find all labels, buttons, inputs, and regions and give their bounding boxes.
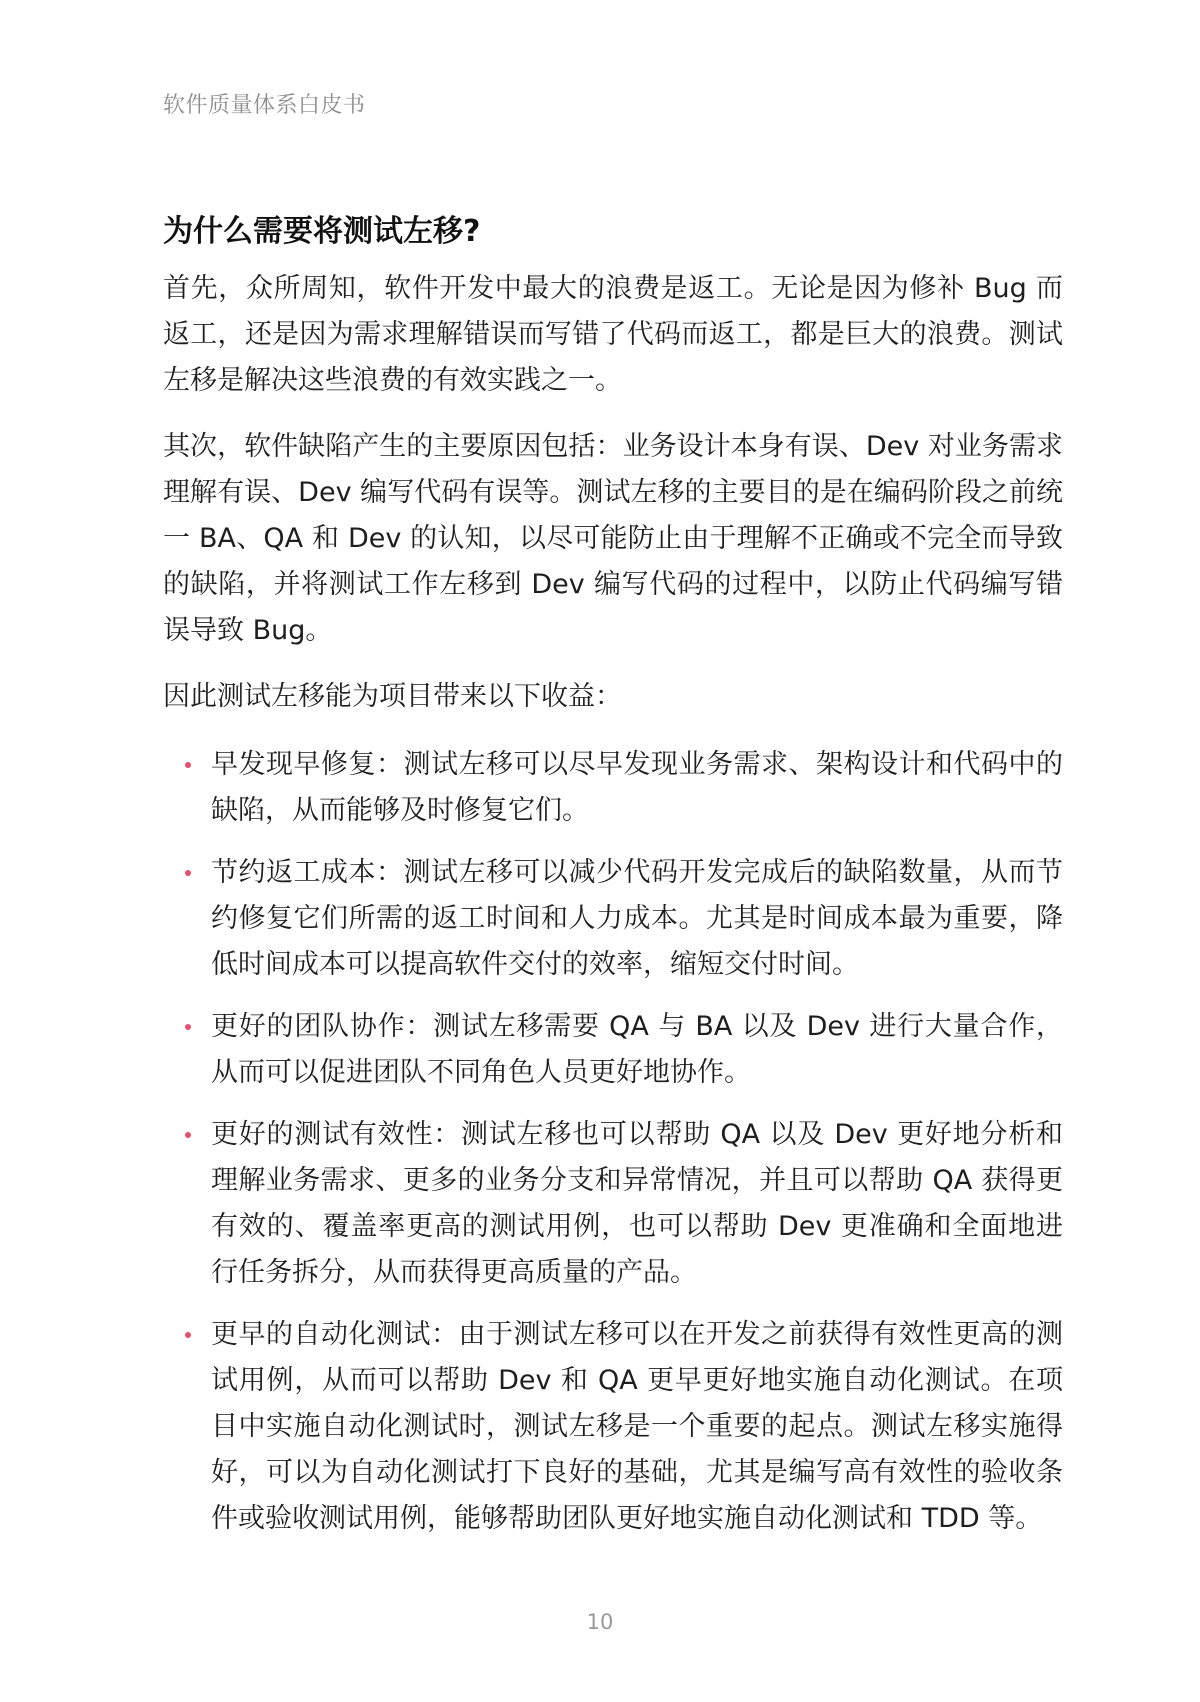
running-header: 软件质量体系白皮书 — [163, 93, 366, 118]
bullet-dot-icon — [185, 1024, 191, 1030]
benefit-text: 更早的自动化测试：由于测试左移可以在开发之前获得有效性更高的测试用例，从而可以帮助 Dev 和 QA 更早更好地实施自动化测试。在项目中实施自动化测试时，测试左移是一个重要的起点。测试左移实施得好，可以为自动化测试打下良好的基础，尤其是编写高有效性的验收条件或验收测试用例，能够帮助团队更好地实施自动化测试和 TDD 等。 — [211, 1319, 1063, 1534]
bullet-dot-icon — [185, 762, 191, 768]
bullet-dot-icon — [185, 870, 191, 876]
list-item — [211, 742, 1063, 834]
benefit-text: 早发现早修复：测试左移可以尽早发现业务需求、架构设计和代码中的缺陷，从而能够及时修复它们。 — [211, 749, 1063, 826]
bullet-dot-icon — [185, 1132, 191, 1138]
list-item — [211, 1004, 1063, 1096]
benefit-list — [163, 742, 1063, 1542]
bullet-dot-icon — [185, 1332, 191, 1338]
benefit-text: 更好的团队协作：测试左移需要 QA 与 BA 以及 Dev 进行大量合作，从而可以促进团队不同角色人员更好地协作。 — [211, 1011, 1063, 1088]
benefit-text: 节约返工成本：测试左移可以减少代码开发完成后的缺陷数量，从而节约修复它们所需的返工时间和人力成本。尤其是时间成本最为重要，降低时间成本可以提高软件交付的效率，缩短交付时间。 — [211, 857, 1063, 980]
list-item — [211, 850, 1063, 988]
list-item — [211, 1112, 1063, 1296]
paragraph-rework: 首先，众所周知，软件开发中最大的浪费是返工。无论是因为修补 Bug 而返工，还是因为需求理解错误而写错了代码而返工，都是巨大的浪费。测试左移是解决这些浪费的有效实践之一。 — [163, 273, 1063, 396]
section-title: 为什么需要将测试左移? — [163, 214, 481, 249]
benefit-text: 更好的测试有效性：测试左移也可以帮助 QA 以及 Dev 更好地分析和理解业务需求、更多的业务分支和异常情况，并且可以帮助 QA 获得更有效的、覆盖率更高的测试用例，也可以帮助 Dev 更准确和全面地进行任务拆分，从而获得更高质量的产品。 — [211, 1119, 1063, 1288]
page-number: 10 — [586, 1610, 614, 1634]
paragraph-defect-causes: 其次，软件缺陷产生的主要原因包括：业务设计本身有误、Dev 对业务需求理解有误、Dev 编写代码有误等。测试左移的主要目的是在编码阶段之前统一 BA、QA 和 Dev 的认知，以尽可能防止由于理解不正确或不完全而导致的缺陷，并将测试工作左移到 Dev 编写代码的过程中，以防止代码编写错误导致 Bug。 — [163, 431, 1063, 646]
paragraph-benefits-intro: 因此测试左移能为项目带来以下收益： — [163, 681, 622, 712]
section-body — [163, 266, 1063, 1558]
list-item — [211, 1312, 1063, 1542]
